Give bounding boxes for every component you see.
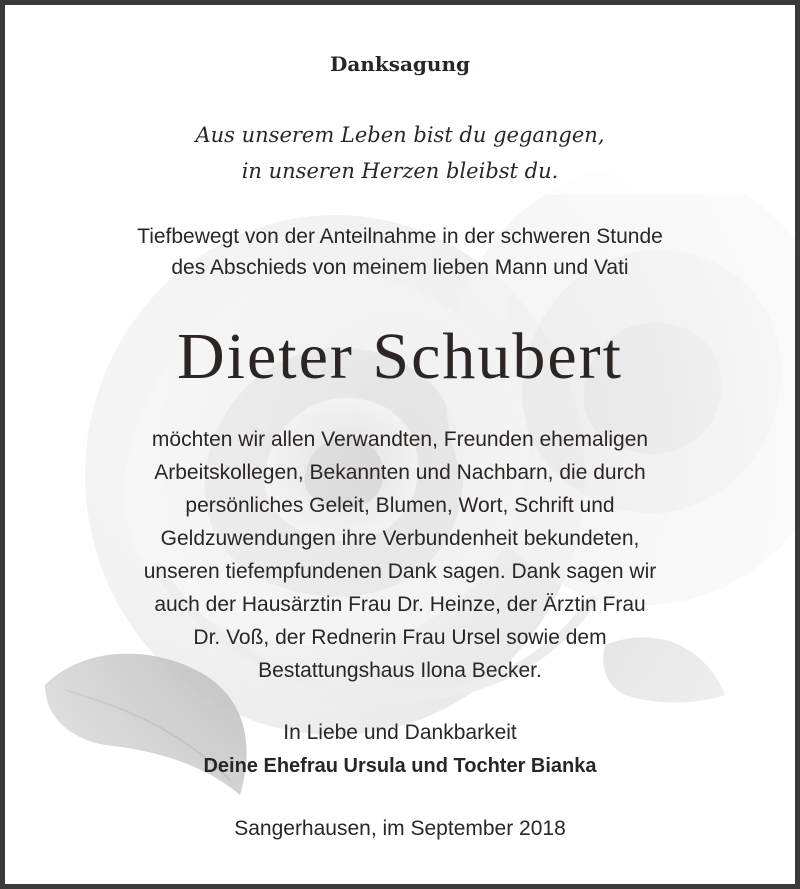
- message-line-6: auch der Hausärztin Frau Dr. Heinze, der Ärztin Frau: [154, 593, 646, 616]
- intro-line-1: Tiefbewegt von der Anteilnahme in der schweren Stunde: [137, 225, 663, 248]
- message-line-8: Bestattungshaus Ilona Becker.: [258, 659, 542, 682]
- intro-line-2: des Abschieds von meinem lieben Mann und Vati: [171, 256, 629, 279]
- deceased-name: Dieter Schubert: [176, 320, 623, 393]
- message-line-4: Geldzuwendungen ihre Verbundenheit bekundeten,: [160, 527, 640, 550]
- message-line-2: Arbeitskollegen, Bekannten und Nachbarn, die durch: [154, 461, 646, 484]
- message-line-3: persönliches Geleit, Blumen, Wort, Schrift und: [185, 494, 615, 517]
- message-line-1: möchten wir allen Verwandten, Freunden ehemaligen: [151, 428, 649, 451]
- closing-line: In Liebe und Dankbarkeit: [283, 721, 517, 744]
- notice-text: [5, 5, 795, 884]
- message-line-5: unseren tiefempfundenen Dank sagen. Dank sagen wir: [143, 560, 657, 583]
- signature: Deine Ehefrau Ursula und Tochter Bianka: [203, 755, 597, 777]
- place-date: Sangerhausen, im September 2018: [234, 817, 566, 840]
- verse-line-2: in unseren Herzen bleibst du.: [241, 159, 559, 183]
- heading: Danksagung: [330, 52, 470, 76]
- message-line-7: Dr. Voß, der Rednerin Frau Ursel sowie dem: [193, 626, 607, 649]
- verse-line-1: Aus unserem Leben bist du gegangen,: [195, 123, 605, 147]
